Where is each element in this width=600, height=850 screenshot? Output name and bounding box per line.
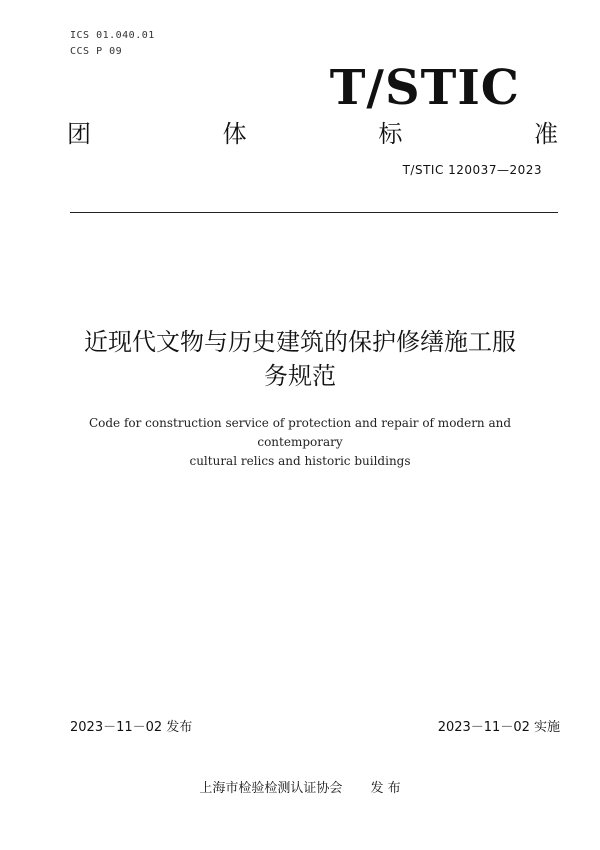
standard-brand-logo: T/STIC (329, 60, 520, 116)
group-standard-heading (67, 114, 558, 149)
chinese-title (60, 325, 540, 393)
english-title-line-2: cultural relics and historic buildings (189, 454, 411, 468)
chinese-title-line-1: 近现代文物与历史建筑的保护修缮施工服 (84, 328, 516, 356)
publish-label: 发 布 (370, 781, 401, 796)
header-divider (70, 212, 558, 213)
english-title-line-1: Code for construction service of protection and repair of modern and contemporary (88, 416, 512, 449)
heading-char-2: 体 (222, 120, 247, 148)
publish-date: 2023－11－02 发布 (70, 720, 193, 735)
english-title (50, 414, 550, 471)
heading-char-3: 标 (378, 120, 403, 148)
implementation-date: 2023－11－02 实施 (437, 720, 560, 735)
publisher-name: 上海市检验检测认证协会 (199, 781, 343, 796)
ccs-code: CCS P 09 (70, 46, 123, 57)
standard-number: T/STIC 120037—2023 (402, 163, 542, 177)
heading-char-1: 团 (67, 120, 91, 148)
publisher-line (0, 777, 600, 796)
chinese-title-line-2: 务规范 (264, 362, 336, 390)
ics-code: ICS 01.040.01 (70, 30, 155, 41)
heading-char-4: 准 (533, 120, 558, 148)
